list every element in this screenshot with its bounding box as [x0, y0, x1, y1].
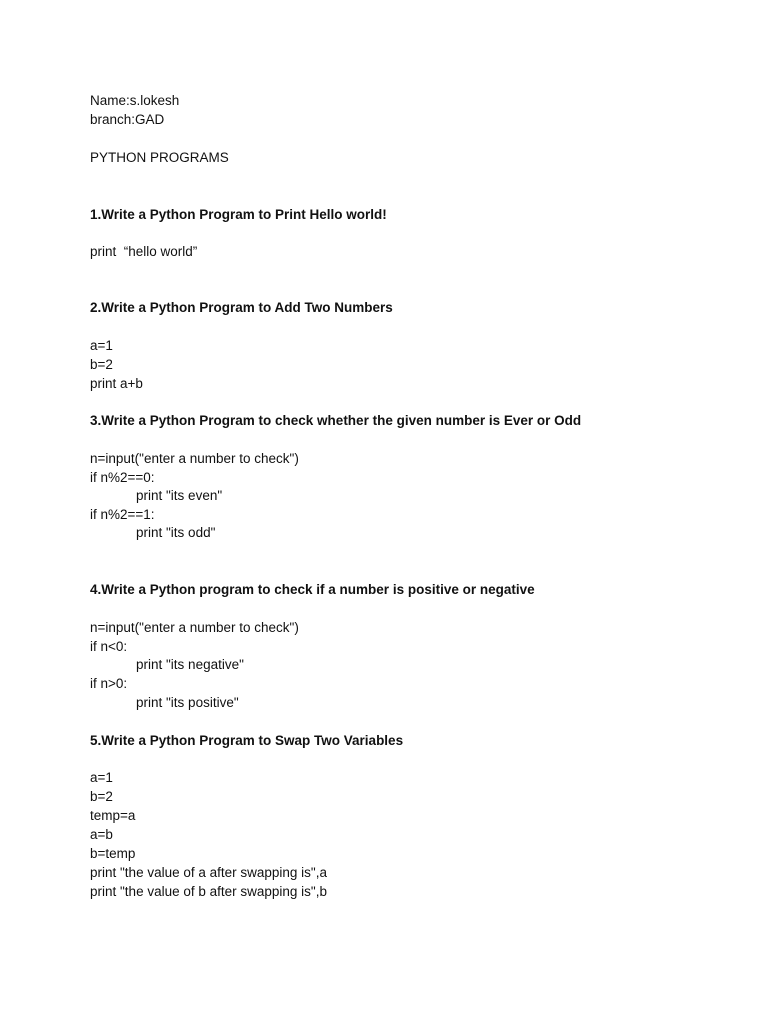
- program-4-code-line: if n<0:: [90, 639, 128, 654]
- program-1-heading: 1.Write a Python Program to Print Hello world!: [90, 207, 387, 222]
- program-5-code-line: b=temp: [90, 846, 136, 861]
- program-3-code-line: if n%2==1:: [90, 507, 155, 522]
- program-3-heading: 3.Write a Python Program to check whether the given number is Ever or Odd: [90, 413, 582, 428]
- program-2-heading: 2.Write a Python Program to Add Two Numbers: [90, 300, 393, 315]
- program-3-code-line: n=input("enter a number to check"): [90, 451, 299, 466]
- program-2-code-line: b=2: [90, 357, 113, 372]
- program-5-code-line: b=2: [90, 789, 113, 804]
- program-2-code-line: print a+b: [90, 376, 143, 391]
- program-3-code-line: print "its odd": [136, 525, 216, 540]
- program-5-code-line: a=1: [90, 770, 113, 785]
- program-5-code-line: temp=a: [90, 808, 136, 823]
- author-branch: branch:GAD: [90, 112, 165, 127]
- program-2-code-line: a=1: [90, 338, 113, 353]
- program-5-code-line: print "the value of a after swapping is",a: [90, 865, 327, 880]
- program-4-code-line: if n>0:: [90, 676, 128, 691]
- program-5-heading: 5.Write a Python Program to Swap Two Variables: [90, 733, 404, 748]
- program-3-code-line: print "its even": [136, 488, 223, 503]
- program-3-code-line: if n%2==0:: [90, 470, 155, 485]
- program-4-code-line: n=input("enter a number to check"): [90, 620, 299, 635]
- program-1-code-line: print “hello world”: [90, 244, 198, 259]
- program-4-heading: 4.Write a Python program to check if a number is positive or negative: [90, 582, 535, 597]
- program-4-code-line: print "its negative": [136, 657, 244, 672]
- program-5-code-line: print "the value of b after swapping is",b: [90, 884, 327, 899]
- document-title: PYTHON PROGRAMS: [90, 150, 229, 165]
- program-5-code-line: a=b: [90, 827, 113, 842]
- program-4-code-line: print "its positive": [136, 695, 239, 710]
- author-name: Name:s.lokesh: [90, 93, 180, 108]
